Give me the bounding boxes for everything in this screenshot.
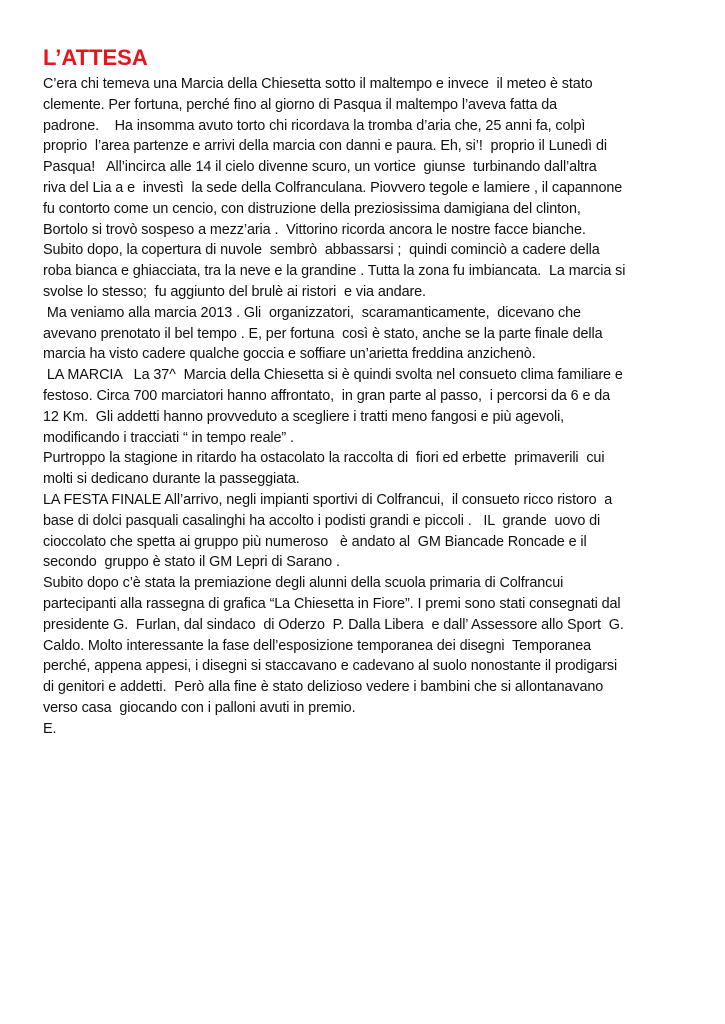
- text-line: avevano prenotato il bel tempo . E, per fortuna così è stato, anche se la parte finale della: [43, 325, 603, 342]
- text-line: Pasqua! All’incirca alle 14 il cielo divenne scuro, un vortice giunse turbinando dall’altra: [43, 159, 597, 176]
- text-line: secondo gruppo è stato il GM Lepri di Sarano .: [43, 554, 340, 571]
- text-line: roba bianca e ghiacciata, tra la neve e la grandine . Tutta la zona fu imbiancata. La marcia si: [43, 263, 626, 280]
- text-line: 12 Km. Gli addetti hanno provveduto a scegliere i tratti meno fangosi e più agevoli,: [43, 408, 565, 425]
- text-line: modificando i tracciati “ in tempo reale” .: [43, 429, 294, 446]
- text-line: festoso. Circa 700 marciatori hanno affrontato, in gran parte al passo, i percorsi da 6 e da: [43, 387, 611, 404]
- text-line: riva del Lia a e investì la sede della Colfranculana. Piovvero tegole e lamiere , il capannone: [43, 179, 623, 196]
- text-line: base di dolci pasquali casalinghi ha accolto i podisti grandi e piccoli . IL grande uovo di: [43, 512, 601, 529]
- text-line: verso casa giocando con i palloni avuti in premio.: [43, 699, 356, 716]
- text-line: padrone. Ha insomma avuto torto chi ricordava la tromba d’aria che, 25 anni fa, colpì: [43, 117, 586, 134]
- text-line: partecipanti alla rassegna di grafica “La Chiesetta in Fiore”. I premi sono stati consegnati dal: [43, 595, 621, 612]
- text-line: E.: [43, 720, 57, 737]
- text-line: fu contorto come un cencio, con distruzione della preziosissima damigiana del clinton,: [43, 200, 581, 217]
- text-line: molti si dedicano durante la passeggiata.: [43, 471, 300, 488]
- text-line: Subito dopo, la copertura di nuvole sembrò abbassarsi ; quindi cominciò a cadere della: [43, 242, 600, 259]
- text-line: cioccolato che spetta ai gruppo più numeroso è andato al GM Biancade Roncade e il: [43, 533, 587, 550]
- text-line: marcia ha visto cadere qualche goccia e soffiare un’arietta freddina anzichenò.: [43, 346, 536, 363]
- text-line: C’era chi temeva una Marcia della Chiesetta sotto il maltempo e invece il meteo è stato: [43, 76, 593, 92]
- article-title: L’ATTESA: [43, 45, 148, 70]
- text-line: Caldo. Molto interessante la fase dell’esposizione temporanea dei disegni Temporanea: [43, 637, 592, 654]
- text-line: Subito dopo c’è stata la premiazione degli alunni della scuola primaria di Colfrancui: [43, 575, 564, 592]
- text-line: di genitori e addetti. Però alla fine è stato delizioso vedere i bambini che si allontanavano: [43, 679, 604, 696]
- article-body: [43, 74, 683, 740]
- text-line: presidente G. Furlan, dal sindaco di Oderzo P. Dalla Libera e dall’ Assessore allo Sport G.: [43, 616, 624, 633]
- text-line: svolse lo stesso; fu aggiunto del brulè ai ristori e via andare.: [43, 283, 426, 300]
- text-line: proprio l’area partenze e arrivi della marcia con danni e paura. Eh, si’! proprio il Lunedì di: [43, 138, 607, 155]
- text-line: Ma veniamo alla marcia 2013 . Gli organizzatori, scaramanticamente, dicevano che: [43, 304, 581, 321]
- text-line: perché, appena appesi, i disegni si staccavano e cadevano al suolo nonostante il prodigarsi: [43, 658, 618, 675]
- text-line: Bortolo si trovò sospeso a mezz’aria . Vittorino ricorda ancora le nostre facce bianche.: [43, 221, 586, 238]
- document-page: [43, 44, 683, 740]
- text-line: LA MARCIA La 37^ Marcia della Chiesetta si è quindi svolta nel consueto clima familiare e: [43, 367, 623, 384]
- text-line: Purtroppo la stagione in ritardo ha ostacolato la raccolta di fiori ed erbette primaverili cui: [43, 450, 605, 467]
- text-line: LA FESTA FINALE All’arrivo, negli impianti sportivi di Colfrancui, il consueto ricco ristoro a: [43, 491, 613, 508]
- text-line: clemente. Per fortuna, perché fino al giorno di Pasqua il maltempo l’aveva fatta da: [43, 96, 558, 113]
